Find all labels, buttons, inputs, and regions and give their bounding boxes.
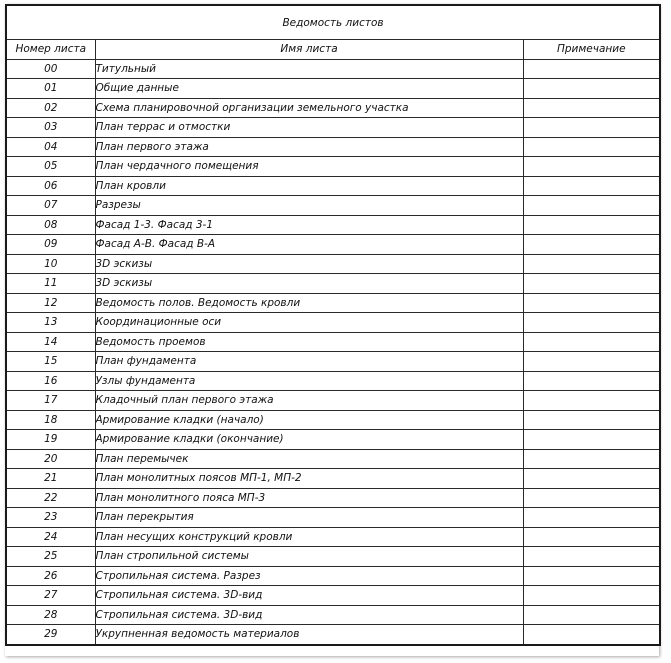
- sheet-number-cell: 21: [6, 469, 95, 489]
- sheet-name-cell: План несущих конструкций кровли: [95, 527, 523, 547]
- note-cell: [523, 625, 660, 645]
- header-note: Примечание: [523, 40, 660, 60]
- sheet-name-cell: План чердачного помещения: [95, 157, 523, 177]
- sheet-name-cell: 3D эскизы: [95, 254, 523, 274]
- sheet-name-cell: Фасад А-В. Фасад В-А: [95, 235, 523, 255]
- note-cell: [523, 371, 660, 391]
- table-row: [6, 625, 660, 645]
- sheet-name-cell: План фундамента: [95, 352, 523, 372]
- sheet-name-cell: План террас и отмостки: [95, 118, 523, 138]
- sheet-name-cell: Стропильная система. 3D-вид: [95, 605, 523, 625]
- table-row: [6, 235, 660, 255]
- note-cell: [523, 313, 660, 333]
- sheet-name-cell: Ведомость полов. Ведомость кровли: [95, 293, 523, 313]
- table-row: [6, 586, 660, 606]
- sheet-name-cell: Фасад 1-3. Фасад 3-1: [95, 215, 523, 235]
- note-cell: [523, 605, 660, 625]
- sheet-number-cell: 08: [6, 215, 95, 235]
- sheet-number-cell: 15: [6, 352, 95, 372]
- table-row: [6, 215, 660, 235]
- note-cell: [523, 410, 660, 430]
- table-row: [6, 196, 660, 216]
- sheet-number-cell: 14: [6, 332, 95, 352]
- sheet-number-cell: 17: [6, 391, 95, 411]
- note-cell: [523, 391, 660, 411]
- table-row: [6, 98, 660, 118]
- note-cell: [523, 254, 660, 274]
- table-row: [6, 430, 660, 450]
- sheet-name-cell: Армирование кладки (начало): [95, 410, 523, 430]
- sheet-list-document: [5, 4, 659, 656]
- table-row: [6, 176, 660, 196]
- sheet-number-cell: 03: [6, 118, 95, 138]
- sheet-number-cell: 06: [6, 176, 95, 196]
- table-title: Ведомость листов: [6, 5, 660, 40]
- note-cell: [523, 235, 660, 255]
- sheet-number-cell: 11: [6, 274, 95, 294]
- table-row: [6, 254, 660, 274]
- table-row: [6, 59, 660, 79]
- sheet-number-cell: 20: [6, 449, 95, 469]
- table-row: [6, 488, 660, 508]
- sheet-name-cell: План перемычек: [95, 449, 523, 469]
- sheet-name-cell: Армирование кладки (окончание): [95, 430, 523, 450]
- sheet-name-cell: План монолитного пояса МП-3: [95, 488, 523, 508]
- table-row: [6, 332, 660, 352]
- note-cell: [523, 274, 660, 294]
- note-cell: [523, 98, 660, 118]
- table-row: [6, 137, 660, 157]
- note-cell: [523, 215, 660, 235]
- sheet-name-cell: План перекрытия: [95, 508, 523, 528]
- table-row: [6, 469, 660, 489]
- sheet-name-cell: План монолитных поясов МП-1, МП-2: [95, 469, 523, 489]
- note-cell: [523, 137, 660, 157]
- note-cell: [523, 488, 660, 508]
- sheet-number-cell: 04: [6, 137, 95, 157]
- table-row: [6, 157, 660, 177]
- table-row: [6, 449, 660, 469]
- sheet-number-cell: 02: [6, 98, 95, 118]
- table-row: [6, 313, 660, 333]
- sheet-name-cell: Ведомость проемов: [95, 332, 523, 352]
- header-sheet-number: Номер листа: [6, 40, 95, 60]
- note-cell: [523, 59, 660, 79]
- sheet-number-cell: 13: [6, 313, 95, 333]
- sheet-number-cell: 28: [6, 605, 95, 625]
- table-row: [6, 547, 660, 567]
- sheet-name-cell: План кровли: [95, 176, 523, 196]
- note-cell: [523, 118, 660, 138]
- sheet-number-cell: 16: [6, 371, 95, 391]
- note-cell: [523, 469, 660, 489]
- table-row: [6, 352, 660, 372]
- sheet-number-cell: 00: [6, 59, 95, 79]
- table-row: [6, 274, 660, 294]
- sheet-name-cell: Укрупненная ведомость материалов: [95, 625, 523, 645]
- sheet-name-cell: План стропильной системы: [95, 547, 523, 567]
- sheet-number-cell: 19: [6, 430, 95, 450]
- note-cell: [523, 352, 660, 372]
- note-cell: [523, 332, 660, 352]
- header-sheet-name: Имя листа: [95, 40, 523, 60]
- table-row: [6, 371, 660, 391]
- sheet-number-cell: 07: [6, 196, 95, 216]
- sheet-number-cell: 05: [6, 157, 95, 177]
- sheet-number-cell: 27: [6, 586, 95, 606]
- table-row: [6, 118, 660, 138]
- sheet-number-cell: 01: [6, 79, 95, 99]
- table-row: [6, 605, 660, 625]
- note-cell: [523, 293, 660, 313]
- table-row: [6, 527, 660, 547]
- sheet-name-cell: Стропильная система. Разрез: [95, 566, 523, 586]
- sheet-number-cell: 09: [6, 235, 95, 255]
- table-header-row: [6, 40, 660, 60]
- sheet-number-cell: 12: [6, 293, 95, 313]
- sheet-name-cell: Узлы фундамента: [95, 371, 523, 391]
- note-cell: [523, 79, 660, 99]
- table-row: [6, 410, 660, 430]
- sheet-number-cell: 22: [6, 488, 95, 508]
- table-row: [6, 293, 660, 313]
- sheet-name-cell: Разрезы: [95, 196, 523, 216]
- sheet-list-table: [5, 4, 661, 646]
- table-title-row: [6, 5, 660, 40]
- table-row: [6, 508, 660, 528]
- note-cell: [523, 527, 660, 547]
- note-cell: [523, 430, 660, 450]
- sheet-name-cell: 3D эскизы: [95, 274, 523, 294]
- sheet-name-cell: Координационные оси: [95, 313, 523, 333]
- sheet-name-cell: План первого этажа: [95, 137, 523, 157]
- note-cell: [523, 157, 660, 177]
- sheet-number-cell: 18: [6, 410, 95, 430]
- sheet-number-cell: 26: [6, 566, 95, 586]
- note-cell: [523, 449, 660, 469]
- table-row: [6, 391, 660, 411]
- sheet-name-cell: Стропильная система. 3D-вид: [95, 586, 523, 606]
- sheet-number-cell: 24: [6, 527, 95, 547]
- note-cell: [523, 566, 660, 586]
- sheet-number-cell: 10: [6, 254, 95, 274]
- table-row: [6, 79, 660, 99]
- note-cell: [523, 508, 660, 528]
- note-cell: [523, 196, 660, 216]
- note-cell: [523, 586, 660, 606]
- sheet-number-cell: 23: [6, 508, 95, 528]
- note-cell: [523, 547, 660, 567]
- note-cell: [523, 176, 660, 196]
- table-body: [6, 59, 660, 645]
- sheet-name-cell: Общие данные: [95, 79, 523, 99]
- sheet-name-cell: Титульный: [95, 59, 523, 79]
- table-row: [6, 566, 660, 586]
- sheet-name-cell: Кладочный план первого этажа: [95, 391, 523, 411]
- sheet-name-cell: Схема планировочной организации земельного участка: [95, 98, 523, 118]
- sheet-number-cell: 29: [6, 625, 95, 645]
- sheet-number-cell: 25: [6, 547, 95, 567]
